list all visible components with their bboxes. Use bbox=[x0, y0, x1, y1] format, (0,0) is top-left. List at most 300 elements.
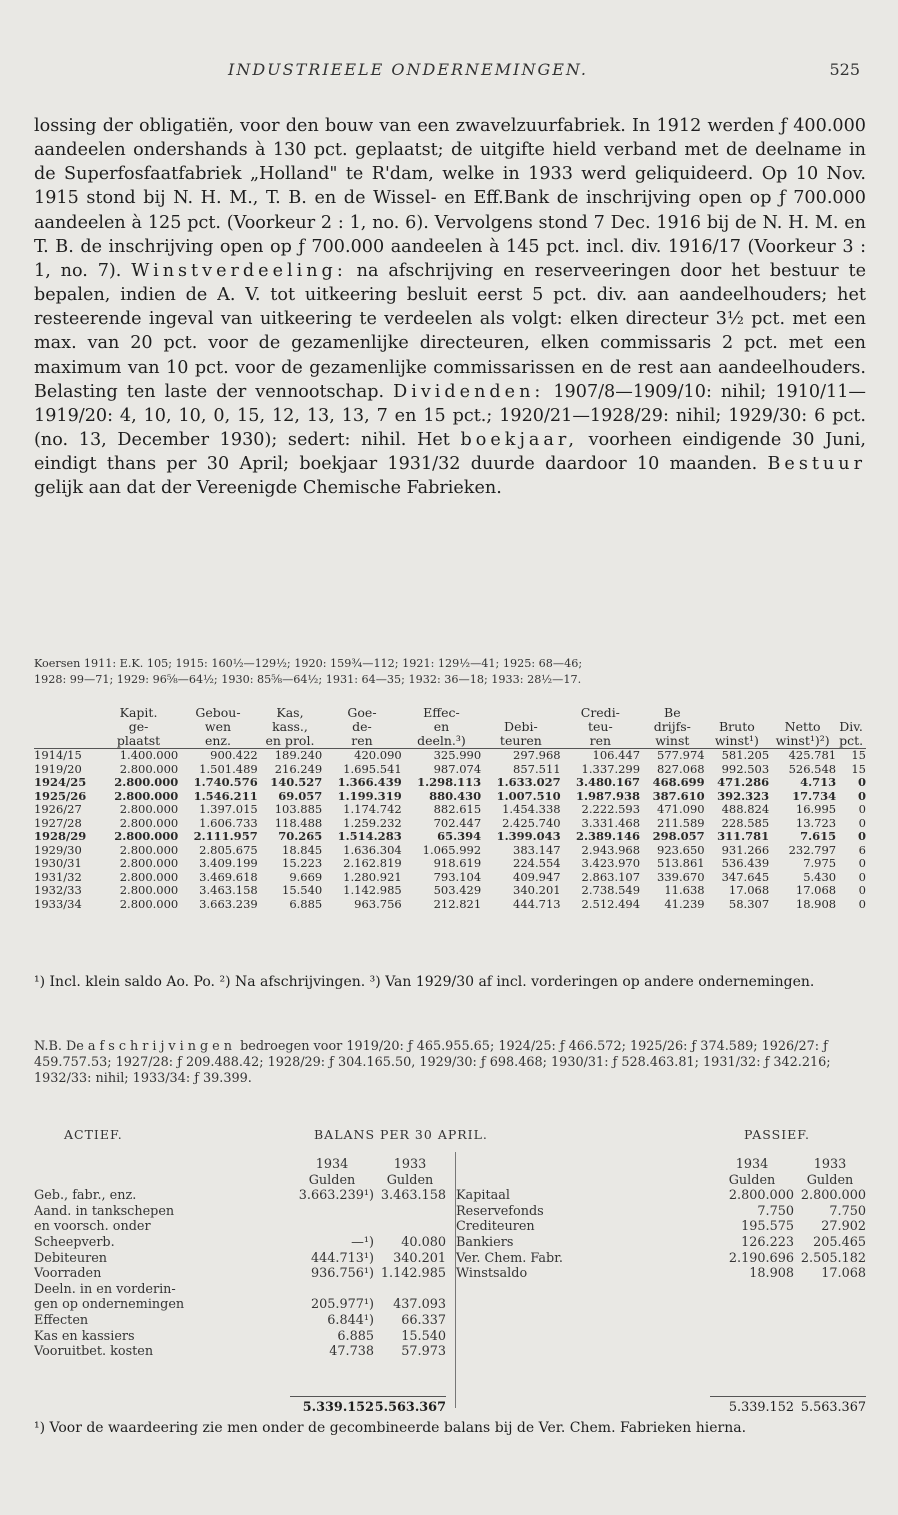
value-cell: 923.650 bbox=[657, 842, 705, 857]
passief-col-years: 1934 1933 bbox=[735, 1157, 847, 1172]
column-header: deeln.³) bbox=[402, 734, 481, 749]
balance-label: Scheepverb. bbox=[34, 1234, 115, 1250]
value-cell: 70.265 bbox=[278, 829, 323, 843]
table-header-row bbox=[34, 734, 866, 749]
balance-label: Crediteuren bbox=[456, 1219, 535, 1235]
balance-value-1933: 205.465 bbox=[813, 1234, 866, 1250]
value-cell: 224.554 bbox=[513, 856, 561, 870]
text-issuance: lossing der obligatiën, voor den bouw van een zwavelzuurfabriek. In 1912 werden ƒ 400.000 aandeelen ondershands à 130 pct. geplaatst; de uitgifte hield verband met de deelname in de Superfosfaatfabriek „Holland" te R'dam, welke in 1933 werd geliquideerd. Op 10 Nov. 1915 stond bij N. H. M., T. B. en de Wissel- en Eff.Bank de inschrijving open op ƒ 700.000 aandeelen à 125 pct. (Voorkeur 2 : 1, no. 6). Vervolgens stond 7 Dec. 1916 bij de N. H. M. en T. B. de inschrijving open op ƒ 700.000 aandeelen à 145 pct. incl. div. 1916/17 (Voorkeur 3 : 1, no. 7). bbox=[34, 116, 866, 281]
balance-label: Deeln. in en vorderin- bbox=[34, 1281, 176, 1297]
value-cell: 827.068 bbox=[657, 761, 705, 776]
column-header: teu- bbox=[587, 719, 613, 734]
value-cell: 0 bbox=[858, 815, 866, 830]
balance-label: Voorraden bbox=[34, 1266, 102, 1282]
balance-row bbox=[34, 1344, 446, 1360]
value-cell: 2.800.000 bbox=[119, 856, 179, 870]
value-cell: 5.430 bbox=[803, 869, 837, 884]
value-cell: 918.619 bbox=[433, 856, 482, 870]
value-cell: 65.394 bbox=[437, 829, 482, 843]
value-cell: 232.797 bbox=[788, 842, 837, 857]
value-cell: 2.800.000 bbox=[119, 883, 179, 897]
value-cell: 140.527 bbox=[270, 775, 323, 789]
value-cell: 2.425.740 bbox=[502, 815, 561, 830]
column-header: teuren bbox=[481, 734, 560, 749]
balance-label: Vooruitbet. kosten bbox=[34, 1344, 154, 1360]
value-cell: 425.781 bbox=[788, 748, 837, 762]
value-cell: 2.863.107 bbox=[581, 869, 641, 884]
table-row bbox=[34, 871, 866, 885]
value-cell: 103.885 bbox=[274, 802, 323, 816]
balance-value-1933 bbox=[374, 1219, 446, 1235]
balance-label: Kas en kassiers bbox=[34, 1328, 135, 1344]
passief-total-line bbox=[710, 1396, 866, 1397]
balance-row bbox=[34, 1329, 446, 1345]
value-cell: 2.800.000 bbox=[119, 761, 179, 776]
value-cell: 503.429 bbox=[433, 883, 482, 897]
balance-value-1934: 936.756¹) bbox=[310, 1266, 374, 1282]
value-cell: 297.968 bbox=[513, 748, 561, 762]
value-cell: 1.259.232 bbox=[343, 815, 402, 830]
value-cell: 2.800.000 bbox=[119, 815, 179, 830]
body-paragraph bbox=[34, 114, 866, 501]
balance-value-1933: 7.750 bbox=[829, 1203, 866, 1219]
value-cell: 3.423.970 bbox=[581, 856, 641, 870]
column-header: en prol. bbox=[258, 734, 323, 749]
year-cell: 1929/30 bbox=[34, 842, 82, 857]
value-cell: 1.142.985 bbox=[343, 883, 402, 897]
label-dividenden: Dividenden: bbox=[393, 381, 545, 402]
value-cell: 1.399.043 bbox=[496, 829, 561, 843]
balance-value-1933 bbox=[374, 1282, 446, 1298]
value-cell: 325.990 bbox=[433, 748, 482, 762]
balance-value-1933: 3.463.158 bbox=[380, 1188, 446, 1204]
value-cell: 13.723 bbox=[795, 815, 837, 830]
balance-row bbox=[34, 1266, 446, 1282]
actief-col-years: 1934 1933 bbox=[315, 1157, 427, 1172]
running-header bbox=[0, 60, 898, 86]
value-cell: 900.422 bbox=[210, 748, 258, 762]
value-cell: 581.205 bbox=[721, 748, 770, 762]
balance-row bbox=[34, 1313, 446, 1329]
balance-row bbox=[34, 1204, 446, 1220]
balance-value-1933: 27.902 bbox=[821, 1219, 866, 1235]
year-cell: 1926/27 bbox=[34, 802, 82, 816]
value-cell: 106.447 bbox=[592, 748, 641, 762]
column-header: ren bbox=[322, 734, 401, 749]
balance-value-1933: 2.505.182 bbox=[800, 1250, 866, 1266]
balance-row bbox=[456, 1266, 866, 1282]
balance-label: Debiteuren bbox=[34, 1250, 108, 1266]
table-row bbox=[34, 749, 866, 763]
actief-title: ACTIEF. bbox=[64, 1127, 123, 1142]
value-cell: 1.400.000 bbox=[119, 748, 179, 762]
year-cell: 1919/20 bbox=[34, 761, 82, 776]
column-header: Kas, bbox=[276, 705, 304, 720]
value-cell: 471.286 bbox=[717, 775, 770, 789]
passief-col-units: Gulden Gulden bbox=[728, 1172, 854, 1188]
value-cell: 444.713 bbox=[513, 896, 561, 911]
column-header: Debi- bbox=[504, 719, 538, 734]
value-cell: 963.756 bbox=[354, 896, 402, 911]
column-header: winst¹) bbox=[705, 734, 770, 749]
year-cell: 1924/25 bbox=[34, 775, 87, 789]
column-header: plaatst bbox=[99, 734, 178, 749]
column-header bbox=[481, 706, 560, 720]
value-cell: 17.068 bbox=[728, 883, 770, 897]
nb-text: bedroegen voor 1919/20: ƒ 465.955.65; 1924/25: ƒ 466.572; 1925/26: ƒ 374.589; 1926/27: ƒ 459.757.53; 1927/28: ƒ 209.488.42; 1928/29: ƒ 304.165.50, 1929/30: ƒ 698.468; 1930/31: ƒ 528.463.81; 1931/32: ƒ 342.216; 1932/33: nihil; 1933/34: ƒ 39.399. bbox=[34, 1039, 831, 1086]
value-cell: 3.331.468 bbox=[581, 815, 641, 830]
balance-value-1934: 195.575 bbox=[741, 1219, 794, 1235]
value-cell: 2.800.000 bbox=[119, 869, 179, 884]
balance-value-1933: 15.540 bbox=[401, 1328, 446, 1344]
column-header: Be bbox=[664, 705, 681, 720]
value-cell: 118.488 bbox=[274, 815, 323, 830]
column-header: Gebou- bbox=[195, 705, 241, 720]
value-cell: 189.240 bbox=[274, 748, 323, 762]
table-row bbox=[34, 857, 866, 871]
value-cell: 0 bbox=[858, 883, 866, 897]
value-cell: 468.699 bbox=[652, 775, 705, 789]
value-cell: 1.606.733 bbox=[199, 815, 258, 830]
balance-value-1934: —¹) bbox=[351, 1234, 374, 1250]
balance-value-1934: 7.750 bbox=[757, 1203, 794, 1219]
balance-passief bbox=[456, 1157, 866, 1282]
value-cell: 16.995 bbox=[795, 802, 837, 816]
column-header: en bbox=[433, 719, 450, 734]
value-cell: 3.409.199 bbox=[199, 856, 258, 870]
balance-row bbox=[456, 1251, 866, 1267]
price-line: Koersen 1911: E.K. 105; 1915: 160½—129½; 1920: 159¾—112; 1921: 129½—41; 1925: 68—46; bbox=[34, 657, 583, 670]
text-dividenden: 1907/8—1909/10: nihil; 1910/11—1919/20: 4, 10, 10, 0, 15, 12, 13, 13, 7 en 15 pct.; 1920/21—1928/29: nihil; 1929/30: 6 pct. (no. 13, December 1930); sedert: nihil. Het bbox=[34, 381, 867, 451]
value-cell: 488.824 bbox=[721, 802, 770, 816]
actief-total-1934: 5.339.152 bbox=[302, 1400, 374, 1415]
value-cell: 1.454.338 bbox=[502, 802, 561, 816]
body-text bbox=[34, 114, 866, 501]
value-cell: 387.610 bbox=[652, 788, 705, 803]
value-cell: 340.201 bbox=[513, 883, 561, 897]
financial-table bbox=[34, 706, 866, 911]
table-header-row bbox=[34, 720, 866, 734]
year-cell: 1930/31 bbox=[34, 856, 82, 870]
value-cell: 0 bbox=[857, 788, 866, 803]
actief-total-1933: 5.563.367 bbox=[374, 1400, 446, 1415]
balance-value-1934: 6.844¹) bbox=[327, 1312, 374, 1328]
value-cell: 58.307 bbox=[728, 896, 770, 911]
balance-row bbox=[34, 1188, 446, 1204]
value-cell: 1.987.938 bbox=[576, 788, 641, 803]
value-cell: 471.090 bbox=[657, 802, 705, 816]
table-row bbox=[34, 790, 866, 804]
column-header bbox=[34, 706, 99, 720]
value-cell: 880.430 bbox=[429, 788, 482, 803]
balance-title: BALANS PER 30 APRIL. bbox=[314, 1127, 488, 1142]
value-cell: 1.007.510 bbox=[496, 788, 561, 803]
balance-row bbox=[456, 1219, 866, 1235]
value-cell: 2.162.819 bbox=[343, 856, 402, 870]
value-cell: 11.638 bbox=[664, 883, 705, 897]
balance-row bbox=[34, 1282, 446, 1298]
balance-row bbox=[456, 1188, 866, 1204]
balance-value-1933: 340.201 bbox=[393, 1250, 446, 1266]
balance-value-1934 bbox=[290, 1204, 374, 1220]
label-winstverdeeling: Winstverdeeling: bbox=[131, 260, 347, 281]
value-cell: 1.174.742 bbox=[343, 802, 402, 816]
column-header: Effec- bbox=[423, 705, 460, 720]
column-header: Goe- bbox=[347, 705, 377, 720]
value-cell: 1.695.541 bbox=[343, 761, 402, 776]
value-cell: 2.805.675 bbox=[199, 842, 258, 857]
actief-totals bbox=[290, 1400, 446, 1415]
balance-value-1934: 6.885 bbox=[337, 1328, 374, 1344]
value-cell: 1.514.283 bbox=[337, 829, 402, 843]
balance-actief bbox=[34, 1157, 446, 1360]
nb-label: N.B. De bbox=[34, 1039, 84, 1054]
table-row bbox=[34, 898, 866, 912]
column-header: kass., bbox=[272, 719, 308, 734]
value-cell: 41.239 bbox=[664, 896, 705, 911]
balance-value-1933: 66.337 bbox=[401, 1312, 446, 1328]
column-header: Netto bbox=[784, 719, 821, 734]
value-cell: 0 bbox=[858, 802, 866, 816]
year-cell: 1914/15 bbox=[34, 748, 82, 762]
column-header: enz. bbox=[178, 734, 257, 749]
balance-value-1934: 18.908 bbox=[749, 1266, 794, 1282]
column-header bbox=[705, 706, 770, 720]
table-row bbox=[34, 803, 866, 817]
value-cell: 526.548 bbox=[788, 761, 837, 776]
value-cell: 3.463.158 bbox=[199, 883, 258, 897]
value-cell: 987.074 bbox=[433, 761, 482, 776]
table-row bbox=[34, 817, 866, 831]
balance-value-1933: 17.068 bbox=[821, 1266, 866, 1282]
table-row bbox=[34, 830, 866, 844]
table-footnotes: ¹) Incl. klein saldo Ao. Po. ²) Na afschrijvingen. ³) Van 1929/30 af incl. vorderingen op andere ondernemingen. bbox=[34, 974, 815, 990]
column-header: wen bbox=[204, 719, 232, 734]
column-header: drijfs- bbox=[653, 719, 691, 734]
value-cell: 1.633.027 bbox=[496, 775, 561, 789]
year-cell: 1925/26 bbox=[34, 788, 87, 803]
column-header: de- bbox=[352, 719, 372, 734]
table-row bbox=[34, 763, 866, 777]
value-cell: 392.323 bbox=[717, 788, 770, 803]
value-cell: 6 bbox=[858, 842, 866, 857]
value-cell: 15 bbox=[851, 761, 866, 776]
value-cell: 17.068 bbox=[795, 883, 837, 897]
balance-row bbox=[34, 1235, 446, 1251]
label-boekjaar: boekjaar, bbox=[460, 430, 578, 451]
value-cell: 1.337.299 bbox=[581, 761, 641, 776]
value-cell: 857.511 bbox=[513, 761, 561, 776]
balance-label: Effecten bbox=[34, 1312, 89, 1328]
table-header-row bbox=[34, 706, 866, 720]
year-cell: 1932/33 bbox=[34, 883, 82, 897]
value-cell: 1.546.211 bbox=[193, 788, 258, 803]
text-winstverdeeling: na afschrijving en reserveeringen door het bestuur te bepalen, indien de A. V. tot uitkeering besluit eerst 5 pct. div. aan aandeelhouders; het resteerende ingeval van uitkeering te verdeelen als volgt: elken directeur 3½ pct. met een max. van 20 pct. voor de gezamenlijke directeuren, elken commissaris 2 pct. met een maximum van 10 pct. voor de gezamenlijke commissarissen en de rest aan aandeelhouders. Belasting ten laste der vennootschap. bbox=[34, 260, 867, 402]
value-cell: 2.800.000 bbox=[114, 788, 179, 803]
balance-value-1933: 437.093 bbox=[393, 1297, 446, 1313]
value-cell: 211.589 bbox=[657, 815, 705, 830]
balance-row bbox=[34, 1251, 446, 1267]
value-cell: 15 bbox=[851, 748, 866, 762]
column-header: Kapit. bbox=[119, 705, 158, 720]
column-header bbox=[836, 706, 866, 720]
value-cell: 3.469.618 bbox=[199, 869, 258, 884]
balance-value-1933: 1.142.985 bbox=[380, 1266, 446, 1282]
value-cell: 212.821 bbox=[433, 896, 482, 911]
balance-value-1934: 444.713¹) bbox=[310, 1250, 374, 1266]
balance-label: Bankiers bbox=[456, 1234, 514, 1250]
value-cell: 9.669 bbox=[289, 869, 323, 884]
value-cell: 992.503 bbox=[721, 761, 770, 776]
column-header: ge- bbox=[128, 719, 149, 734]
balance-value-1933: 2.800.000 bbox=[800, 1188, 866, 1204]
balance-value-1934: 2.800.000 bbox=[728, 1188, 794, 1204]
value-cell: 409.947 bbox=[513, 869, 561, 884]
balance-label: Winstsaldo bbox=[456, 1266, 528, 1282]
value-cell: 0 bbox=[858, 856, 866, 870]
balance-label: en voorsch. onder bbox=[34, 1219, 151, 1235]
value-cell: 1.065.992 bbox=[422, 842, 482, 857]
value-cell: 7.615 bbox=[800, 829, 837, 843]
actief-col-units: Gulden Gulden bbox=[308, 1172, 434, 1188]
running-title: INDUSTRIEELE ONDERNEMINGEN. bbox=[228, 60, 588, 79]
value-cell: 339.670 bbox=[657, 869, 705, 884]
balance-value-1933 bbox=[374, 1204, 446, 1220]
value-cell: 228.585 bbox=[721, 815, 770, 830]
column-header: Div. bbox=[839, 719, 863, 734]
value-cell: 18.845 bbox=[282, 842, 323, 857]
balance-label: gen op ondernemingen bbox=[34, 1297, 185, 1313]
column-header: Credi- bbox=[580, 705, 620, 720]
nb-afschrijvingen: afschrijvingen bbox=[87, 1039, 236, 1054]
value-cell: 2.800.000 bbox=[114, 775, 179, 789]
depreciation-note bbox=[34, 1039, 866, 1087]
balance-value-1934: 2.190.696 bbox=[728, 1250, 794, 1266]
value-cell: 3.663.239 bbox=[199, 896, 258, 911]
value-cell: 513.861 bbox=[657, 856, 705, 870]
value-cell: 0 bbox=[858, 869, 866, 884]
column-header bbox=[769, 706, 836, 720]
balance-footnote: ¹) Voor de waardeering zie men onder de gecombineerde balans bij de Ver. Chem. Fabrieken hierna. bbox=[34, 1420, 747, 1436]
column-header: winst bbox=[640, 734, 705, 749]
balance-value-1933: 40.080 bbox=[401, 1234, 446, 1250]
value-cell: 298.057 bbox=[652, 829, 705, 843]
table-row bbox=[34, 844, 866, 858]
value-cell: 577.974 bbox=[657, 748, 705, 762]
balance-value-1934 bbox=[290, 1219, 374, 1235]
text-boekjaar: voorheen eindigende 30 Juni, eindigt thans per 30 April; boekjaar 1931/32 duurde daardoor 10 maanden. bbox=[34, 430, 867, 475]
balance-header bbox=[34, 1127, 866, 1145]
column-header: winst¹)²) bbox=[769, 734, 836, 749]
value-cell: 1.199.319 bbox=[337, 788, 402, 803]
value-cell: 2.222.593 bbox=[581, 802, 641, 816]
value-cell: 1.636.304 bbox=[343, 842, 402, 857]
passief-title: PASSIEF. bbox=[744, 1127, 810, 1142]
value-cell: 3.480.167 bbox=[576, 775, 641, 789]
actief-total-line bbox=[290, 1396, 446, 1397]
value-cell: 1.501.489 bbox=[199, 761, 258, 776]
table-row bbox=[34, 884, 866, 898]
year-cell: 1928/29 bbox=[34, 829, 87, 843]
value-cell: 383.147 bbox=[513, 842, 561, 857]
year-cell: 1931/32 bbox=[34, 869, 82, 884]
value-cell: 1.740.576 bbox=[193, 775, 258, 789]
value-cell: 4.713 bbox=[800, 775, 837, 789]
value-cell: 311.781 bbox=[717, 829, 770, 843]
value-cell: 882.615 bbox=[433, 802, 482, 816]
passief-totals bbox=[710, 1400, 866, 1415]
balance-value-1934 bbox=[290, 1282, 374, 1298]
balance-value-1934: 3.663.239¹) bbox=[298, 1188, 374, 1204]
column-header bbox=[34, 720, 99, 734]
value-cell: 15.540 bbox=[282, 883, 323, 897]
balance-label: Reservefonds bbox=[456, 1203, 544, 1219]
balance-row bbox=[456, 1235, 866, 1251]
column-header: pct. bbox=[836, 734, 866, 749]
value-cell: 347.645 bbox=[721, 869, 770, 884]
column-header: Bruto bbox=[719, 719, 755, 734]
balance-value-1934: 126.223 bbox=[741, 1234, 794, 1250]
page-number: 525 bbox=[829, 60, 860, 79]
balance-value-1934: 47.738 bbox=[329, 1344, 374, 1360]
value-cell: 420.090 bbox=[354, 748, 402, 762]
value-cell: 2.943.968 bbox=[581, 842, 641, 857]
balance-label: Aand. in tankschepen bbox=[34, 1203, 175, 1219]
balance-value-1934: 205.977¹) bbox=[310, 1297, 374, 1313]
value-cell: 216.249 bbox=[274, 761, 323, 776]
balance-label: Ver. Chem. Fabr. bbox=[456, 1250, 563, 1266]
balance-label: Kapitaal bbox=[456, 1188, 510, 1204]
label-bestuur: Bestuur bbox=[767, 454, 866, 475]
column-header bbox=[34, 734, 99, 749]
value-cell: 7.975 bbox=[803, 856, 837, 870]
balance-label: Geb., fabr., enz. bbox=[34, 1188, 137, 1204]
value-cell: 0 bbox=[857, 775, 866, 789]
value-cell: 1.280.921 bbox=[343, 869, 402, 884]
balance-row bbox=[456, 1204, 866, 1220]
value-cell: 2.738.549 bbox=[581, 883, 641, 897]
value-cell: 1.298.113 bbox=[417, 775, 482, 789]
value-cell: 0 bbox=[858, 896, 866, 911]
value-cell: 2.111.957 bbox=[193, 829, 258, 843]
value-cell: 793.104 bbox=[433, 869, 482, 884]
value-cell: 2.800.000 bbox=[119, 842, 179, 857]
value-cell: 1.397.015 bbox=[199, 802, 258, 816]
value-cell: 1.366.439 bbox=[337, 775, 402, 789]
value-cell: 15.223 bbox=[282, 856, 323, 870]
value-cell: 69.057 bbox=[278, 788, 323, 803]
value-cell: 17.734 bbox=[792, 788, 837, 803]
value-cell: 702.447 bbox=[433, 815, 482, 830]
passief-total-1934: 5.339.152 bbox=[728, 1400, 794, 1415]
passief-total-1933: 5.563.367 bbox=[800, 1400, 866, 1415]
value-cell: 2.512.494 bbox=[581, 896, 641, 911]
value-cell: 2.800.000 bbox=[114, 829, 179, 843]
balance-row bbox=[34, 1219, 446, 1235]
price-line: 1928: 99—71; 1929: 96⅝—64½; 1930: 85⅝—64½; 1931: 64—35; 1932: 36—18; 1933: 28½—17. bbox=[34, 673, 582, 686]
value-cell: 2.800.000 bbox=[119, 802, 179, 816]
value-cell: 536.439 bbox=[721, 856, 770, 870]
table-row bbox=[34, 776, 866, 790]
balance-row bbox=[34, 1297, 446, 1313]
value-cell: 931.266 bbox=[721, 842, 770, 857]
price-history bbox=[34, 656, 866, 688]
year-cell: 1927/28 bbox=[34, 815, 82, 830]
column-header: ren bbox=[561, 734, 640, 749]
value-cell: 6.885 bbox=[289, 896, 323, 911]
text-bestuur: gelijk aan dat der Vereenigde Chemische Fabrieken. bbox=[34, 478, 502, 499]
value-cell: 0 bbox=[857, 829, 866, 843]
